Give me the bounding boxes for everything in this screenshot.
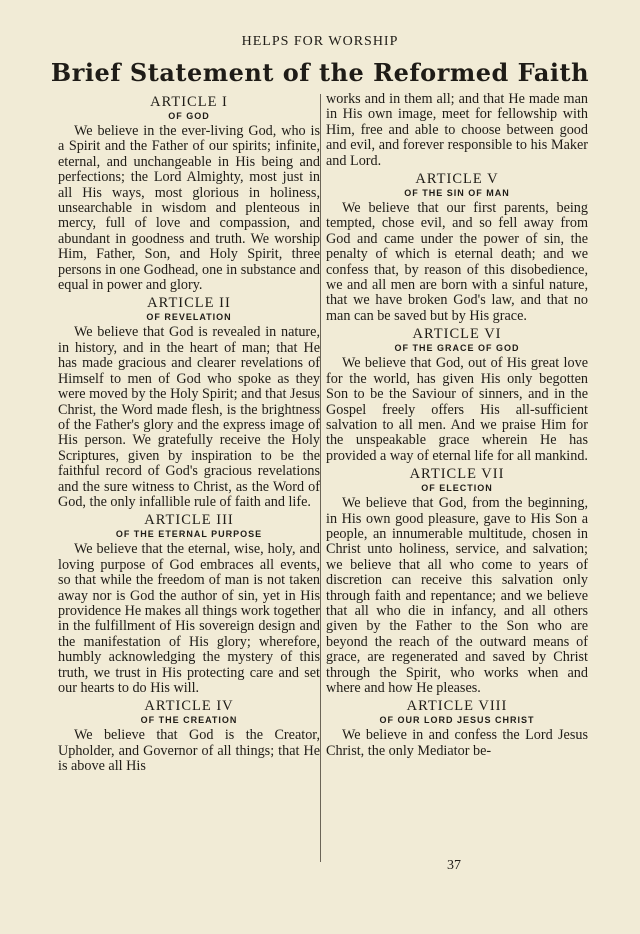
article-heading: ARTICLE VII xyxy=(409,466,505,483)
article-subheading: OF OUR LORD JESUS CHRIST xyxy=(379,715,535,726)
article-heading: ARTICLE VIII xyxy=(406,698,508,715)
article-subheading: OF THE SIN OF MAN xyxy=(404,188,510,199)
article-text: We believe that God is revealed in nature, in history, and in the heart of man; that He has made gracious and clearer revelations of Himself to men of God who spoke as they were moved by the Holy Spirit; and that Jesus Christ, the Word made flesh, is the brightness of the Father's glory and the express image of His person. We gratefully receive the Holy Scriptures, given by inspiration to be the faithful record of God's gracious revelations and the sure witness to Christ, as the Word of God, the only infallible rule of faith and life. xyxy=(58,324,320,510)
article-subheading: OF THE ETERNAL PURPOSE xyxy=(115,529,263,540)
left-column xyxy=(58,92,320,775)
article-subheading: OF THE GRACE OF GOD xyxy=(394,343,520,354)
column-divider xyxy=(320,94,321,862)
article-subheading: OF REVELATION xyxy=(146,312,232,323)
article-subheading: OF ELECTION xyxy=(421,483,493,494)
article-heading: ARTICLE VI xyxy=(412,326,502,343)
running-head: HELPS FOR WORSHIP xyxy=(241,34,399,49)
article-6 xyxy=(326,327,588,464)
article-7 xyxy=(326,467,588,696)
article-heading: ARTICLE V xyxy=(415,171,499,188)
article-text: We believe in and confess the Lord Jesus Christ, the only Mediator be- xyxy=(326,727,588,759)
article-5 xyxy=(326,172,588,324)
page-title: Brief Statement of the Reformed Faith xyxy=(50,58,590,87)
article-heading: ARTICLE III xyxy=(144,512,234,529)
article-8 xyxy=(326,699,588,759)
article-2 xyxy=(58,296,320,510)
article-heading: ARTICLE II xyxy=(147,295,231,312)
article-3 xyxy=(58,513,320,696)
right-column xyxy=(326,92,588,759)
article-text: We believe that the eternal, wise, holy, and loving purpose of God embraces all events, so that while the freedom of man is not taken away nor is God the author of sin, yet in His providence He makes all things work together in the fulfillment of His sovereign design and the manifestation of His glory; wherefore, humbly acknowledging the mystery of this truth, we trust in His protecting care and set our hearts to do His will. xyxy=(58,541,320,696)
article-text: We believe that God, out of His great love for the world, has given His only begotten Son to be the Saviour of sinners, and in the Gospel freely offers His all-sufficient salvation to all men. And we praise Him for the unspeakable grace wherein He has provided a way of eternal life for all mankind. xyxy=(326,355,588,464)
page-number: 37 xyxy=(447,858,461,873)
article-4 xyxy=(58,699,320,774)
article-text: We believe in the ever-living God, who is a Spirit and the Father of our spirits; infinite, eternal, and unchangeable in His being and perfections; the Lord Almighty, most just in all His ways, most glorious in holiness, unsearchable in wisdom and plenteous in mercy, full of love and compassion, and abundant in goodness and truth. We worship Him, Father, Son, and Holy Spirit, three persons in one Godhead, one in substance and equal in power and glory. xyxy=(58,123,320,294)
article-1 xyxy=(58,95,320,293)
article-text: We believe that our first parents, being tempted, chose evil, and so fell away from God and came under the power of sin, the penalty of which is eternal death; and we confess that, by reason of this disobedience, we and all men are born with a sinful nature, that we have broken God's law, and that no man can be saved but by His grace. xyxy=(326,200,588,324)
article-subheading: OF THE CREATION xyxy=(140,715,238,726)
article-text: We believe that God is the Creator, Upholder, and Governor of all things; that He is above all His xyxy=(58,727,320,775)
article-subheading: OF GOD xyxy=(168,111,210,121)
article-heading: ARTICLE IV xyxy=(144,698,234,715)
article-continuation: works and in them all; and that He made man in His own image, meet for fellowship with Him, free and able to choose between good and evil, and forever responsible to his Maker and Lord. xyxy=(326,91,588,169)
article-text: We believe that God, from the beginning, in His own good pleasure, gave to His Son a people, an innumerable multitude, chosen in Christ unto holiness, service, and salvation; we believe that all who come to years of discretion can receive this salvation only through faith and repentance; and we believe that all who die in infancy, and all others given by the Father to the Son who are beyond the reach of the outward means of grace, are regenerated and saved by Christ through the Spirit, who works when and where and how He pleases. xyxy=(326,495,588,696)
article-heading: ARTICLE I xyxy=(150,94,228,110)
